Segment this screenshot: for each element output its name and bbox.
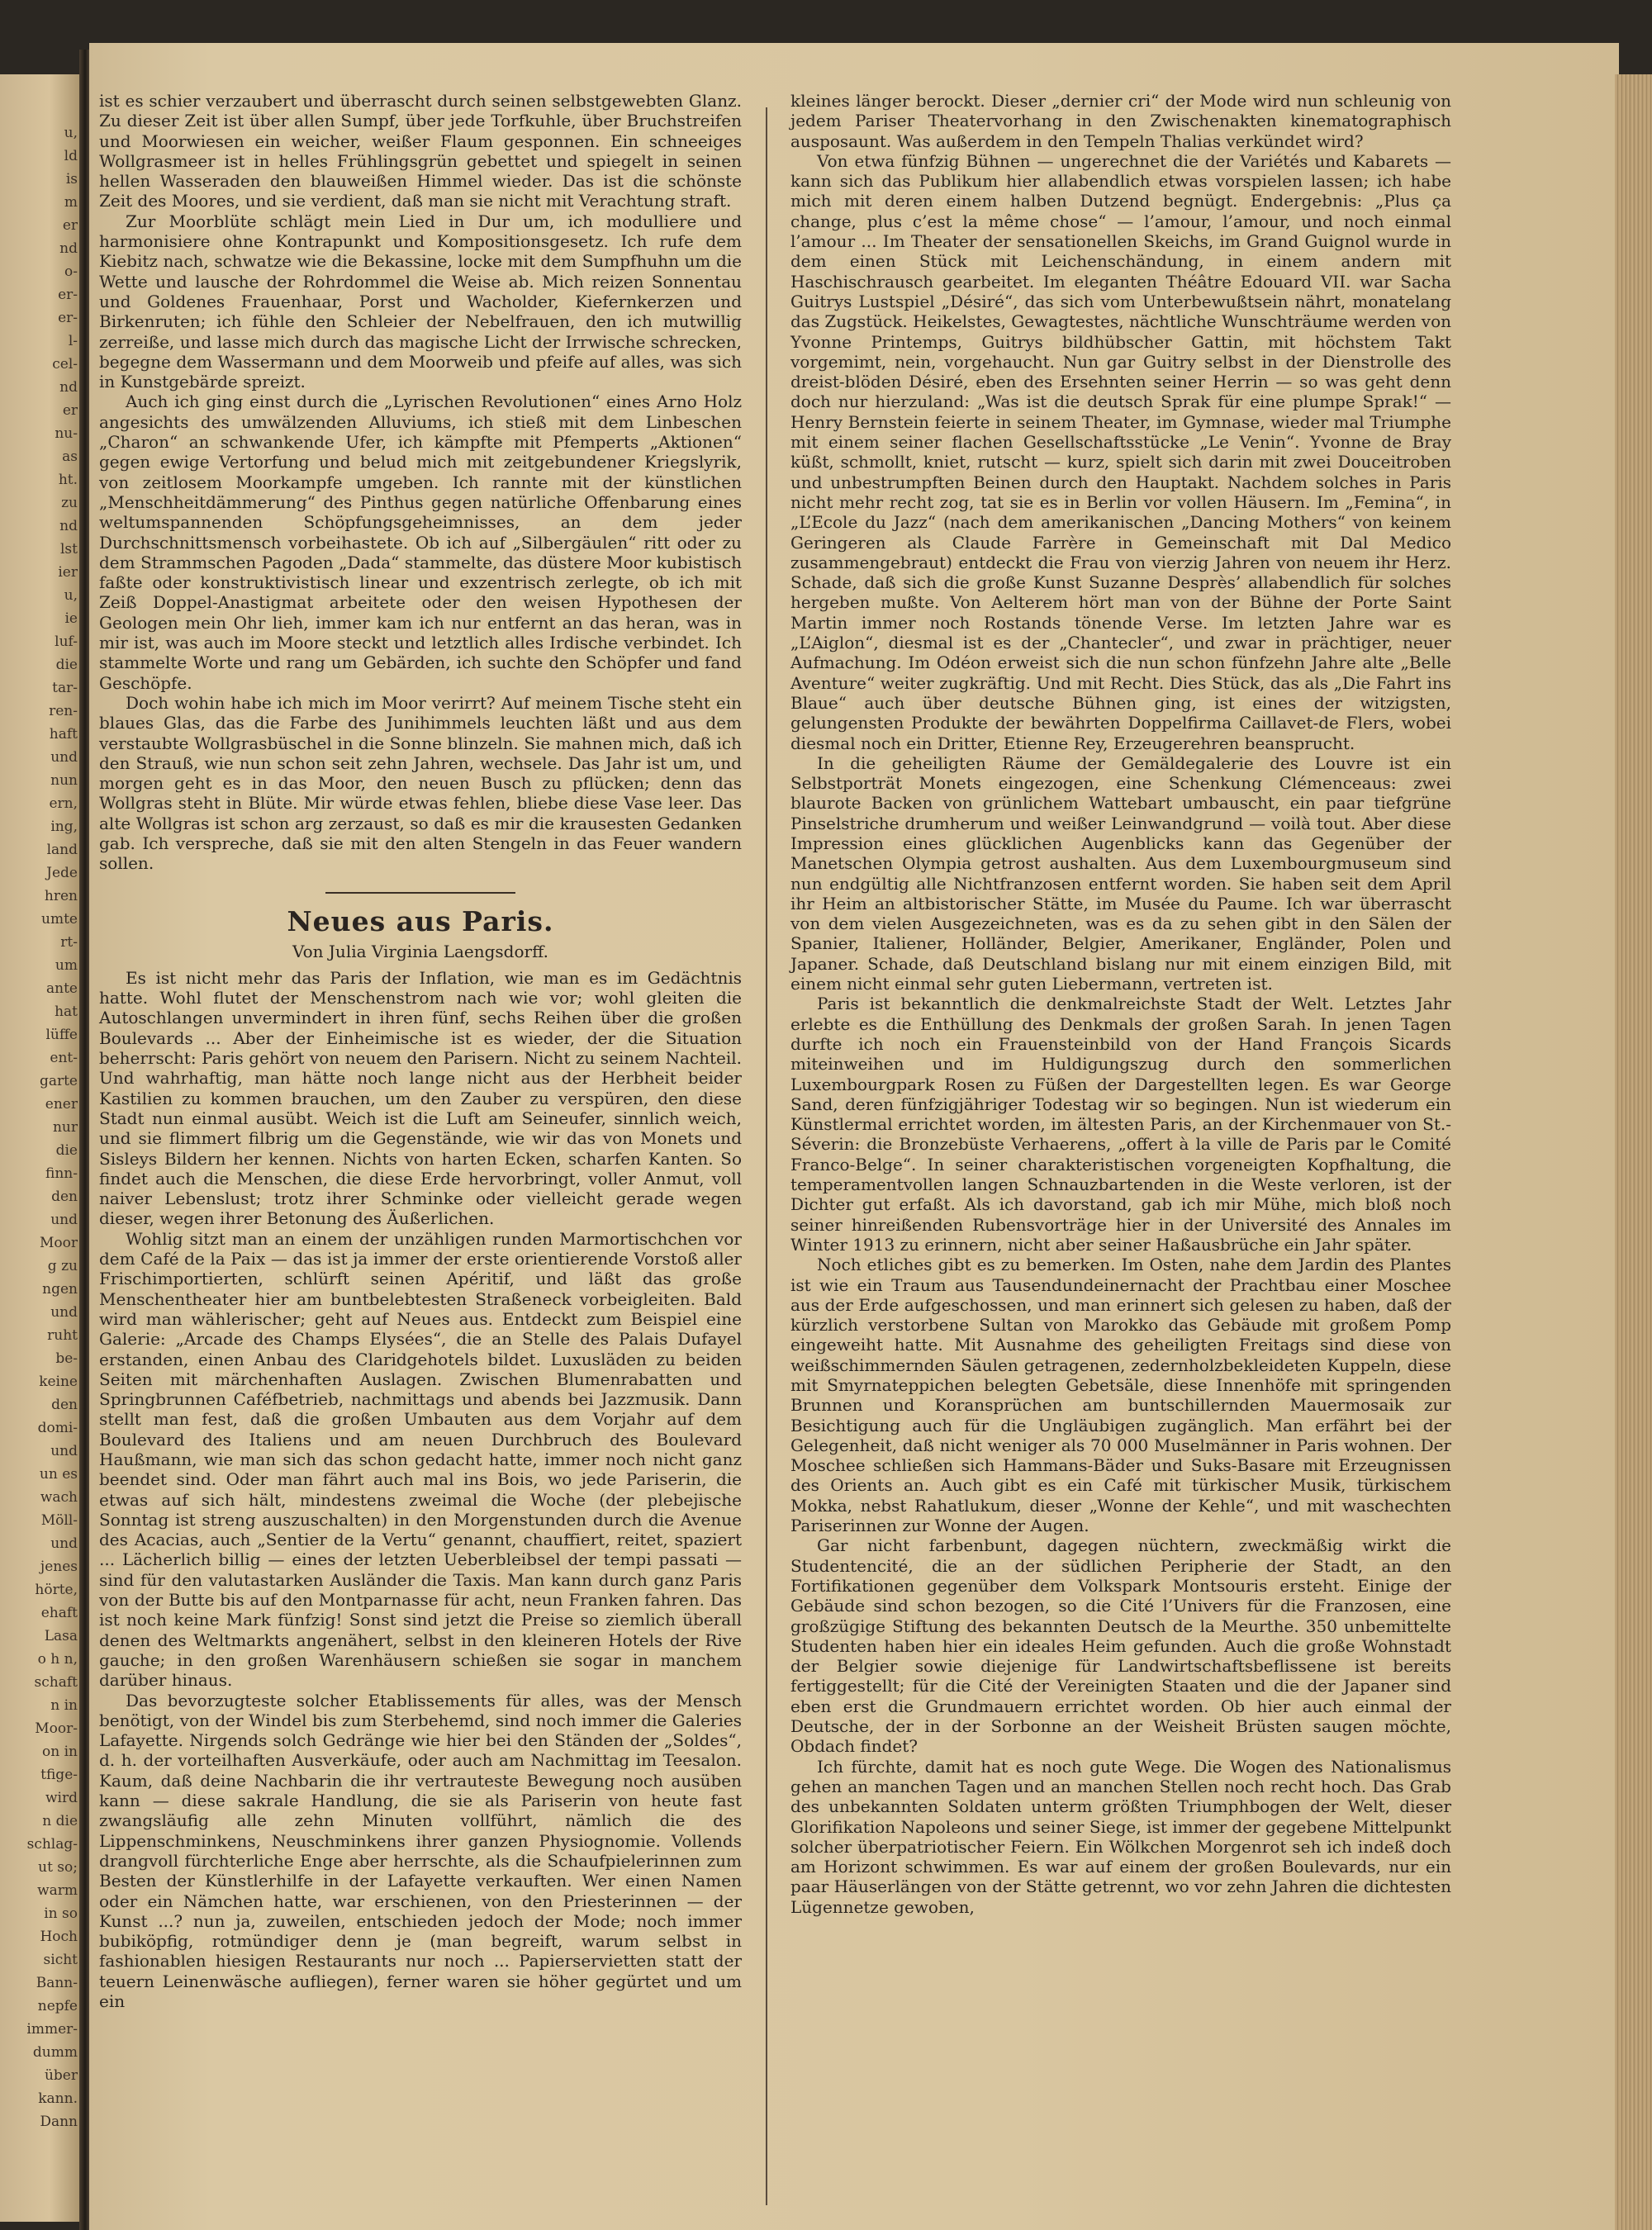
paragraph: Auch ich ging einst durch die „Lyrischen Revolutionen“ eines Arno Holz angesichts des umwälzenden Alluviums, ich stieß mit dem Linbeschen „Charon“ an schwankende Ufer, ich kämpfte mit Pfemperts „Aktionen“ gegen ewige Vertorfung und belud mich mit zeitgebundener Kriegslyrik, von zeitlosem Moorkampfe umgeben. Ich rannte mit der künstlichen „Menschheitdämmerung“ des Pinthus gegen natürliche Offenbarung eines weltumspannenden Schöpfungsgeheimnisses, an dem jeder Durchschnittsmensch vorbeihastete. Ob ich auf „Silbergäulen“ ritt oder zu dem Strammschen Pagoden „Dada“ stammelte, das düstere Moor kubistisch faßte oder konstruktivistisch linear und exzentrisch zerlegte, ob ich mit Zeiß Doppel-Anastigmat arbeitete oder den weisen Hypothesen der Geologen mein Ohr lieh, immer kam ich nur entfernt an das heran, was in mir ist, was auch im Moore steckt und letztlich alles Irdische verbindet. Ich stammelte Worte und rang um Gebärden, ich suchte den Schöpfer und fand Geschöpfe. [99, 391, 742, 693]
margin-fragment: nu- [55, 425, 78, 442]
margin-fragment: Moor [39, 1235, 78, 1251]
right-column [790, 91, 1451, 1917]
margin-fragment: nun [50, 772, 78, 789]
margin-fragment: domi- [37, 1420, 78, 1436]
margin-fragment: und [50, 749, 78, 766]
margin-fragment: Jede [46, 865, 78, 881]
margin-fragment: und [50, 1443, 78, 1459]
paragraph: ist es schier verzaubert und überrascht durch seinen selbstgewebten Glanz. Zu dieser Zeit ist über allen Sumpf, über jede Torfkuhle, über Bruchstreifen und Moorwiesen ein weicher, weißer Flaum gesponnen. Ein schneeiges Wollgrasmeer ist in helles Frühlingsgrün gebettet und spiegelt in seinen hellen Wasseraden den blauweißen Himmel wieder. Das ist die schönste Zeit des Moores, und sie verdient, daß man sie nicht mit Verachtung straft. [99, 91, 742, 211]
article-byline: Von Julia Virginia Laengsdorff. [292, 941, 548, 961]
paragraph: kleines länger berockt. Dieser „dernier cri“ der Mode wird nun schleunig von jedem Pariser Theatervorhang in den Zwischenakten kinematographisch ausposaunt. Was außerdem in den Tempeln Thalias verkündet wird? [790, 91, 1451, 151]
margin-fragment: schlag- [26, 1836, 78, 1853]
margin-fragment: schaft [34, 1674, 78, 1691]
margin-fragment: ren- [49, 703, 78, 719]
margin-fragment: ld [64, 148, 78, 164]
paragraph: Das bevorzugteste solcher Etablissements für alles, was der Mensch benötigt, von der Windel bis zum Sterbehemd, sind noch immer die Galeries Lafayette. Nirgends solch Gedränge wie hier bei den Ständen der „Soldes“, d. h. der vorteilhaften Ausverkäufe, oder auch am Nachmittag im Teesalon. Kaum, daß deine Nachbarin die ihr vertrauteste Bewegung noch ausüben kann — diese sakrale Handlung, die sie als Pariserin von heute fast zwangsläufig alle zehn Minuten vollführt, nämlich die des Lippenschminkens, Neuschminkens ihrer ganzen Physiognomie. Vollends drangvoll fürchterliche Enge aber herrschte, als die Schaufpielerinnen zum Besten der Künstlerhilfe in der Lafayette verkauften. Wer einen Namen oder ein Nämchen hatte, war erschienen, von den Priesterinnen — der Kunst ...? nun ja, zuweilen, entschieden jedoch der Mode; noch immer bubiköpfig, rotmündiger denn je (man begreift, warum selbst in fashionablen hiesigen Restaurants nur noch ... Papierservietten statt der teuern Leinenwäsche aufliegen), ferner waren sie höher gegürtet und um ein [99, 1690, 742, 2012]
margin-fragment: ing, [50, 818, 78, 835]
paragraph: Gar nicht farbenbunt, dagegen nüchtern, zweckmäßig wirkt die Studentencité, die an der südlichen Peripherie der Stadt, an den Fortifikationen gegenüber dem Volkspark Montsouris ersteht. Einige der Gebäude sind schon bezogen, so die Cité l’Univers für die Franzosen, eine großzügige Stiftung des bekannten Deutsch de la Meurthe. 350 unbemittelte Studenten haben hier ein ideales Heim gefunden. Auch die große Wohnstadt der Belgier sowie diejenige für Landwirtschaftsbeflissene ist bereits fertiggestellt; für die Cité der Vereinigten Staaten und die der Japaner sind eben erst die Grundmauern errichtet worden. Ob hier auch einmal der Deutsche, der in der Sorbonne an der Weisheit Brüsten saugen möchte, Obdach findet? [790, 1535, 1451, 1757]
margin-fragment: ie [64, 610, 78, 627]
margin-fragment: wach [40, 1489, 78, 1506]
margin-fragment: er [62, 402, 78, 419]
page-stack-edge [1615, 74, 1652, 2230]
margin-fragment: ier [58, 564, 78, 581]
paragraph: Es ist nicht mehr das Paris der Inflation, wie man es im Gedächtnis hatte. Wohl flutet der Menschenstrom nach wie vor; wohl gleiten die Autoschlangen unvermindert in ihren fünf, sechs Reihen über die großen Boulevards ... Aber der Einheimische ist es wieder, der die Situation beherrscht: Paris gehört von neuem den Parisern. Nicht zu seinem Nachteil. Und wahrhaftig, man hätte noch lange nicht aus der Herbheit beider Kastilien zu kommen brauchen, um den Zauber zu verspüren, den diese Stadt nun einmal ausübt. Weich ist die Luft am Seineufer, sinnlich weich, und sie flimmert filbrig um die Gegenstände, wie wir das von Monets und Sisleys Bildern her kennen. Nichts von harten Ecken, scharfen Kanten. So findet auch die Menschen, die diese Erde hervorbringt, voller Anmut, voll naiver Lebenslust; trotz ihrer Schminke oder vielleicht gerade wegen dieser, wegen ihrer Betonung des Äußerlichen. [99, 967, 742, 1229]
paragraph: Ich fürchte, damit hat es noch gute Wege. Die Wogen des Nationalismus gehen an manchen Tagen und an manchen Stellen noch recht hoch. Das Grab des unbekannten Soldaten unterm größten Triumphbogen der Welt, dieser Glorifikation Napoleons und seiner Siege, ist immer der gegebene Mittelpunkt solcher überpatriotischer Feiern. Ein Wölkchen Morgenrot seh ich indeß doch am Horizont schwimmen. Es war auf einem der großen Boulevards, nur ein paar Häuserlängen von der Stätte getrennt, wo vor zehn Jahren die dichtesten Lügennetze gewoben, [790, 1756, 1451, 1917]
margin-fragment: ante [46, 980, 78, 997]
margin-fragment: g zu [47, 1258, 78, 1274]
margin-fragment: die [55, 657, 78, 673]
margin-fragment: be- [55, 1350, 78, 1367]
margin-fragment: ut so; [38, 1859, 78, 1876]
paragraph: Von etwa fünfzig Bühnen — ungerechnet die der Variétés und Kabarets — kann sich das Publikum hier allabendlich etwas vorspielen lassen; ich habe mich mit deren einem halben Dutzend begnügt. Endergebnis: „Plus ça change, plus c’est la même chose“ — l’amour, l’amour, und noch einmal l’amour ... Im Theater der sensationellen Skeichs, im Grand Guignol wurde in dem einen Stück mit Leichenschändung, in einem andern mit Haschischrausch gearbeitet. Im eleganten Théâtre Edouard VII. war Sacha Guitrys Lustspiel „Désiré“, das sich vom Unterbewußtsein nährt, monatelang das Zugstück. Heikelstes, Gewagtestes, nächtliche Wunschträume werden von Yvonne Printemps, Guitrys bildhübscher Gattin, mit höchstem Takt vorgemimt, nein, vorgehaucht. Nun gar Guitry selbst in der Dienstrolle des dreist-blöden Désiré, eben des Ersehnten seiner Herrin — so was geht denn doch nur hierzuland: „Was ist die deutsch Sprak für eine plumpe Sprak!“ — Henry Bernstein feierte in seinem Theater, im Gymnase, wieder mal Triumphe mit einem seiner flachen Gesellschaftsstücke „Le Venin“. Yvonne de Bray küßt, schmollt, kniet, rutscht — kurz, spielt sich darin mit zwei Douceitroben und unbestrumpften Beinen durch den Hauptakt. Nachdem solches in Paris nicht mehr recht zog, tat sie es in Berlin vor vollen Häusern. Im „Femina“, in „L’Ecole du Jazz“ (nach dem amerikanischen „Dancing Mothers“ von keinem Geringeren als Claude Farrère in Gemeinschaft mit Dal Medico zusammengebraut) entdeckt die Frau von vierzig Jahren von neuem ihr Herz. Schade, daß sich die große Kunst Suzanne Desprès’ allabendlich für solches hergeben mußte. Von Aelterem hört man von der Bühne der Porte Saint Martin immer noch Rostands tönende Verse. Im letzten Jahre war es „L’Aiglon“, diesmal ist es der „Chantecler“, und zwar in prächtiger, neuer Aufmachung. Im Odéon erweist sich die nun schon fünfzehn Jahre alte „Belle Aventure“ weiter zugkräftig. Und mit Recht. Dies Stück, das als „Die Fahrt ins Blaue“ auch über deutsche Bühnen ging, ist eines der witzigsten, gelungensten Produkte der bewährten Doppelfirma Caillavet-de Flers, wobei diesmal noch ein Dritter, Etienne Rey, Erzeugerehren beansprucht. [790, 150, 1451, 753]
margin-fragment: er- [58, 287, 78, 303]
margin-fragment: lüffe [45, 1027, 78, 1043]
margin-fragment: in so [44, 1905, 78, 1922]
margin-fragment: Hoch [40, 1929, 78, 1945]
margin-fragment: lst [60, 541, 78, 558]
margin-fragment: as [62, 448, 78, 465]
margin-fragment: ht. [58, 472, 78, 488]
margin-fragment: jenes [40, 1559, 78, 1575]
margin-fragment: Möll- [40, 1512, 78, 1529]
margin-fragment: haft [49, 726, 78, 743]
margin-fragment: tar- [52, 680, 78, 696]
margin-fragment: garte [39, 1073, 78, 1089]
margin-fragment: den [51, 1397, 78, 1413]
paragraph: Zur Moorblüte schlägt mein Lied in Dur um, ich modulliere und harmonisiere ohne Kontrapunkt und Kompositionsgesetz. Ich rufe dem Kiebitz nach, schwatze wie die Bekassine, locke mit dem Sumpfhuhn um die Wette und lausche der Rohrdommel die Weise ab. Mich reizen Sonnentau und Goldenes Frauenhaar, Porst und Wacholder, Kiefernkerzen und Birkenruten; ich fühle den Schleier der Nebelfrauen, den ich mutwillig zerreiße, und lasse mich durch das magische Licht der Irrwische schrecken, begegne dem Wassermann und dem Moorweib und pfeife auf alles, was sich in Kunstgebärde spreizt. [99, 211, 742, 392]
margin-fragment: hat [55, 1004, 78, 1020]
margin-fragment: u, [64, 587, 78, 604]
paragraph: Wohlig sitzt man an einem der unzähligen runden Marmortischchen vor dem Café de la Paix — das ist ja immer der erste orientierende Vorstoß aller Frischimportierten, schlürft seinen Apéritif, und läßt das große Menschentheater hier am buntbelebtesten Straßeneck vorbeigleiten. Bald wird man wählerischer; geht auf Neues aus. Entdeckt zum Beispiel eine Galerie: „Arcade des Champs Elysées“, die an Stelle des Palais Dufayel erstanden, einen Anbau des Claridgehotels bildet. Luxusläden zu beiden Seiten mit märchenhaften Auslagen. Zwischen Blumenrabatten und Springbrunnen Caféfbetrieb, nachmittags und abends bei Jazzmusik. Dann stellt man fest, daß die großen Umbauten aus dem Vorjahr auf dem Boulevard des Italiens und am neuen Durchbruch des Boulevard Haußmann, wie man sich das schon gedacht hatte, immer noch nicht ganz beendet sind. Oder man fährt auch mal ins Bois, wo jede Pariserin, die etwas auf sich hält, mindestens zweimal die Woche (der plebejische Sonntag ist streng auszuschalten) in den Morgenstunden durch die Avenue des Acacias, auch „Sentier de la Vertu“ genannt, chauffiert, reitet, spaziert ... Lächerlich billig — eines der letzten Ueberbleibsel der tempi passati — sind für den valutastarken Ausländer die Taxis. Man kann durch ganz Paris von der Butte bis auf den Montparnasse für acht, neun Franken fahren. Das ist noch keine Mark fünfzig! Sonst sind jetzt die Preise so ziemlich überall denen des Weltmarkts angenähert, selbst in den kleineren Hotels der Rive gauche; in den großen Warenhäusern schießen sie sogar in manchem darüber hinaus. [99, 1228, 742, 1691]
margin-fragment: Moor- [35, 1720, 78, 1737]
margin-fragment: ngen [42, 1281, 78, 1298]
margin-fragment: wird [45, 1790, 78, 1806]
margin-fragment: un es [39, 1466, 78, 1483]
previous-page-edge [0, 74, 83, 2222]
margin-fragment: er [62, 217, 78, 234]
margin-fragment: ern, [49, 795, 78, 812]
margin-fragment: land [46, 842, 78, 858]
margin-fragment: und [50, 1535, 78, 1552]
margin-fragment: umte [41, 911, 78, 928]
margin-fragment: tfige- [40, 1767, 78, 1783]
margin-fragment: ehaft [40, 1605, 78, 1621]
margin-fragment: is [65, 171, 78, 187]
margin-fragment: nd [59, 518, 78, 534]
left-column [99, 91, 742, 2011]
margin-fragment: finn- [45, 1165, 78, 1182]
margin-fragment: und [50, 1212, 78, 1228]
section-divider [325, 892, 515, 894]
article-title: Neues aus Paris. [287, 904, 554, 937]
margin-fragment: hörte, [35, 1582, 78, 1598]
margin-fragment: Lasa [44, 1628, 78, 1644]
paragraph: Noch etliches gibt es zu bemerken. Im Osten, nahe dem Jardin des Plantes ist wie ein Traum aus Tausendundeinernacht der Prachtbau einer Moschee aus der Erde aufgeschossen, und man erinnert sich gelesen zu haben, daß der kürzlich verstorbene Sultan von Marokko das Gebäude mit großem Pomp eingeweiht hatte. Mit Ausnahme des geheiligten Freitags sind diese von weißschimmernden Säulen getragenen, zedernholzbekleideten Kuppeln, diese mit Smyrnateppichen belegten Gebetsäle, diese Innenhöfe mit springenden Brunnen und Koransprüchen am buntschillernden Mauermosaik zur Besichtigung auch für die Ungläubigen zugänglich. Man erfährt bei der Gelegenheit, daß nicht weniger als 70 000 Muselmänner in Paris wohnen. Der Moschee schließen sich Hammans-Bäder und Suks-Basare mit Erzeugnissen des Orients an. Auch gibt es ein Café mit türkischer Musik, türkischem Mokka, nebst Rahatlukum, dieser „Wonne der Kehle“, und mit waschechten Pariserinnen zur Wonne der Augen. [790, 1255, 1451, 1536]
margin-fragment: die [55, 1142, 78, 1159]
margin-fragment: o- [64, 263, 78, 280]
margin-fragment: ener [45, 1096, 78, 1113]
margin-fragment: sicht [43, 1952, 78, 1968]
margin-fragment: um [55, 957, 78, 974]
margin-fragment: m [64, 194, 78, 211]
margin-fragment: n in [50, 1697, 78, 1714]
margin-fragment: den [51, 1189, 78, 1205]
margin-fragment: luf- [55, 633, 78, 650]
margin-fragment: keine [39, 1374, 78, 1390]
column-divider [766, 107, 767, 2205]
margin-fragment: Dann [40, 2114, 78, 2130]
margin-fragment: u, [64, 125, 78, 141]
margin-fragment: dumm [32, 2044, 78, 2061]
margin-fragment: nd [59, 379, 78, 396]
paragraph: Paris ist bekanntlich die denkmalreichste Stadt der Welt. Letztes Jahr erlebte es die Enthüllung des Denkmals der großen Sarah. In jenen Tagen durfte ich noch ein Frauensteinbild von der Hand François Sicards miteinweihen und im Huldigungszug durch den sommerlichen Luxembourgpark Rosen zu Füßen der Dargestellten legen. Es war George Sand, deren fünfzigjähriger Todestag wir so begingen. Nun ist wiederum ein Künstlermal errichtet worden, im ältesten Paris, an der Kirchenmauer von St.-Séverin: die Bronzebüste Verhaerens, „offert à la ville de Paris par le Comité Franco-Belge“. In seiner charakteristischen vorgeneigten Kopfhaltung, die temperamentvollen langen Schnauzbartenden in die Weste verloren, ist der Dichter gut erfaßt. Als ich davorstand, gab ich mir Mühe, mich bloß noch seiner hinreißenden Rubensvorträge hier in der Université des Annales im Winter 1913 zu erinnern, nicht aber seiner Haßausbrüche ein Jahr später. [790, 994, 1451, 1255]
paragraph: In die geheiligten Räume der Gemäldegalerie des Louvre ist ein Selbstporträt Monets eingezogen, eine Schenkung Clémenceaus: zwei blaurote Backen von grünlichem Wattebart umbauscht, ein paar tiefgrüne Pinselstriche drumherum und weißer Leinwandgrund — voilà tout. Aber diese Impression eines glücklichen Augenblicks kann das Gegenüber der Manetschen Olympia getrost aushalten. Aus dem Luxembourgmuseum sind nun endgültig alle Nichtfranzosen entfernt worden. Sie haben seit dem April ihr Heim an altbistorischer Stätte, im Musée du Paume. Ich war überrascht von dem vielen Ausgezeichneten, was es da zu sehen gibt in den Sälen der Spanier, Italiener, Holländer, Belgier, Amerikaner, Engländer, Polen und Japaner. Schade, daß Deutschland bislang nur mit einem einzigen Bild, mit einem nicht einmal sehr guten Liebermann, vertreten ist. [790, 752, 1451, 994]
margin-fragment: o h n, [37, 1651, 78, 1668]
margin-fragment: warm [37, 1882, 78, 1899]
margin-fragment: ruht [47, 1327, 78, 1344]
margin-fragment: und [50, 1304, 78, 1321]
paragraph: Doch wohin habe ich mich im Moor verirrt? Auf meinem Tische steht ein blaues Glas, das die Farbe des Junihimmels leuchten läßt und aus dem verstaubte Wollgrasbüschel in die Sonne blinzeln. Sie mahnen mich, daß ich den Strauß, wie nun schon seit zehn Jahren, wechsele. Das Jahr ist um, und morgen geht es in das Moor, den neuen Busch zu pflücken; denn das Wollgras steht in Blüte. Mir würde etwas fehlen, bliebe diese Vase leer. Das alte Wollgras ist schon arg zerzaust, so daß es mir die krausesten Gedanken gab. Ich verspreche, daß sie mit den alten Stengeln in das Feuer wandern sollen. [99, 692, 742, 874]
margin-fragment: hren [44, 888, 78, 904]
margin-fragment: ent- [50, 1050, 78, 1066]
margin-fragment: über [44, 2067, 78, 2084]
margin-fragment: er- [58, 310, 78, 326]
margin-fragment: zu [61, 495, 78, 511]
margin-fragment: nd [59, 240, 78, 257]
margin-fragment: l- [68, 333, 78, 349]
margin-fragment: n die [42, 1813, 78, 1829]
margin-fragment: kann. [38, 2090, 78, 2107]
margin-fragment: on in [42, 1744, 78, 1760]
margin-fragment: nepfe [37, 1998, 78, 2014]
margin-fragment: rt- [60, 934, 78, 951]
margin-fragment: Bann- [36, 1975, 78, 1991]
margin-fragment: nur [52, 1119, 78, 1136]
margin-fragment: immer- [26, 2021, 78, 2038]
margin-fragment: cel- [52, 356, 78, 372]
